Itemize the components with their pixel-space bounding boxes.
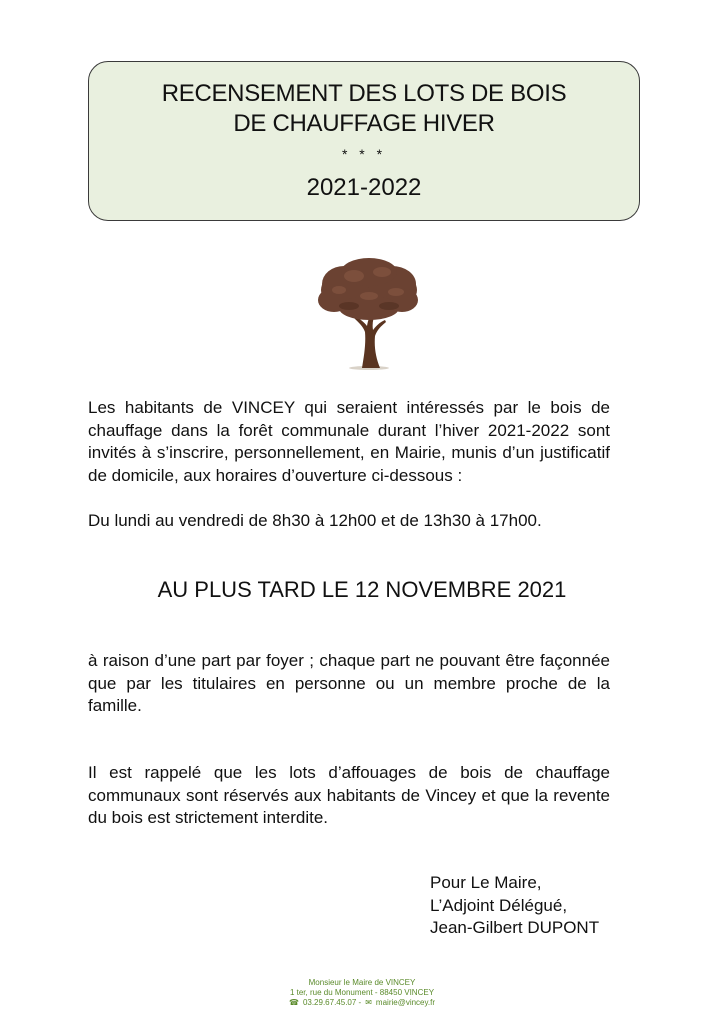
deadline-heading: AU PLUS TARD LE 12 NOVEMBRE 2021 xyxy=(157,577,567,602)
footer-office: Monsieur le Maire de VINCEY xyxy=(308,978,416,987)
footer-email: mairie@vincey.fr xyxy=(375,998,436,1007)
title-line-1: RECENSEMENT DES LOTS DE BOIS xyxy=(161,80,567,107)
footer-contact xyxy=(0,998,724,1008)
intro-paragraph: Les habitants de VINCEY qui seraient intéressés par le bois de chauffage dans la forêt communale durant l’hiver 2021-2022 sont invités à s’inscrire, personnellement, en Mairie, munis d’un justificatif de domicile, aux horaires d’ouverture ci-dessous : xyxy=(88,398,610,485)
title-line-2: DE CHAUFFAGE HIVER xyxy=(233,110,495,137)
resale-warning-paragraph: Il est rappelé que les lots d’affouages de bois de chauffage communaux sont réservés aux habitants de Vincey et que la revente du bois est strictement interdite. xyxy=(88,763,610,827)
mail-icon: ✉ xyxy=(365,998,372,1007)
footer-address: 1 ter, rue du Monument - 88450 VINCEY xyxy=(289,988,435,997)
stars-separator: * * * xyxy=(341,146,387,162)
signature-name: Jean-Gilbert DUPONT xyxy=(430,918,600,937)
phone-icon: ☎ xyxy=(288,998,299,1007)
footer-phone: 03.29.67.45.07 - xyxy=(302,998,362,1007)
footer xyxy=(0,978,724,1008)
signature-line-2: L’Adjoint Délégué, xyxy=(430,895,568,915)
signature-line-1: Pour Le Maire, xyxy=(430,873,542,892)
allocation-paragraph: à raison d’une part par foyer ; chaque part ne pouvant être façonnée que par les titulaires en personne ou un membre proche de la famille. xyxy=(88,651,610,715)
hours-paragraph: Du lundi au vendredi de 8h30 à 12h00 et de 13h30 à 17h00. xyxy=(88,511,542,530)
title-box xyxy=(88,61,640,221)
tree-icon xyxy=(314,256,424,370)
signature-block xyxy=(430,872,599,940)
title-years: 2021-2022 xyxy=(306,174,422,201)
